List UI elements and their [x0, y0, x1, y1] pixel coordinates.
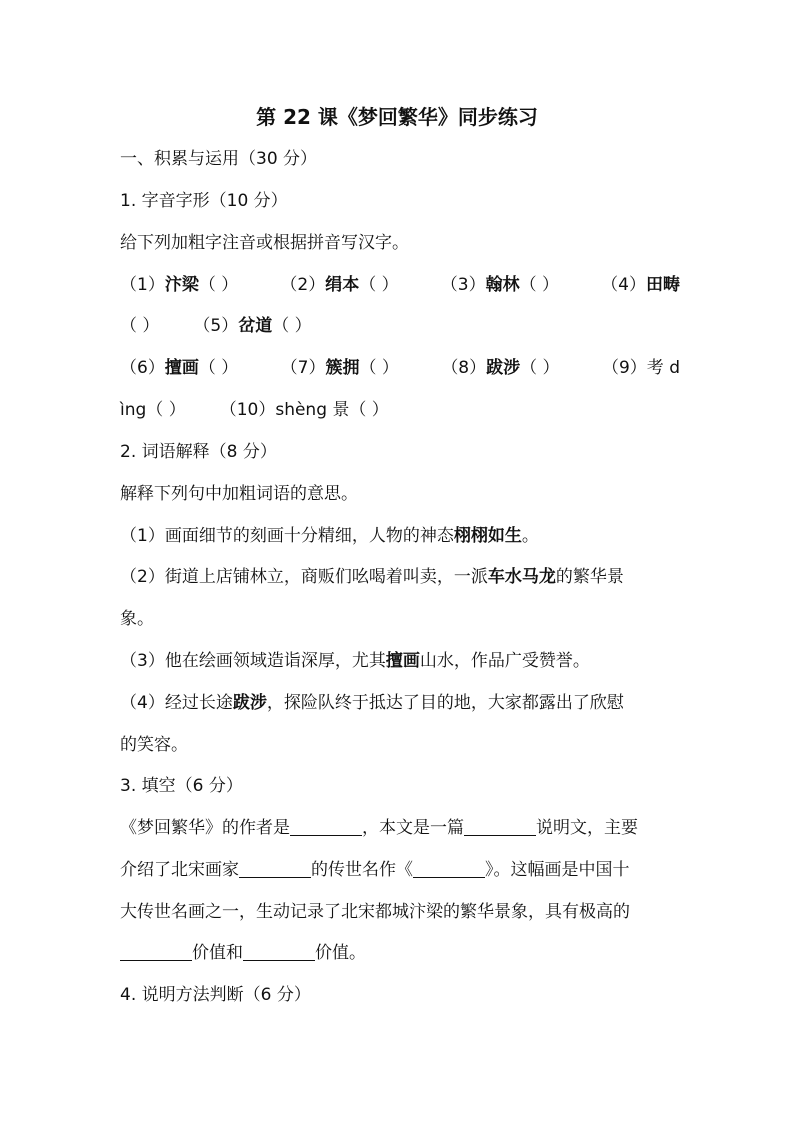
item-7: （7）簇拥（ ） [280, 358, 399, 378]
blank-author[interactable] [290, 817, 362, 836]
item-4-paren: （ ） [120, 316, 160, 336]
sentence-2: （2）街道上店铺林立，商贩们吆喝着叫卖，一派车水马龙的繁华景 [120, 567, 624, 587]
pinyin-row-2 [120, 313, 680, 339]
item-9-paren: ìng（ ） [120, 400, 186, 420]
fill-line-3: 大传世名画之一，生动记录了北宋都城汴梁的繁华景象，具有极高的 [120, 902, 630, 922]
blank-painter[interactable] [239, 859, 311, 878]
pinyin-row-1 [120, 272, 680, 298]
item-2: （2）绢本（ ） [280, 275, 399, 295]
question-1-heading: 1. 字音字形（10 分） [120, 191, 288, 211]
section-heading: 一、积累与运用（30 分） [120, 149, 318, 169]
blank-value-2[interactable] [243, 942, 315, 961]
blank-value-1[interactable] [120, 942, 192, 961]
page-title: 第 22 课《梦回繁华》同步练习 [256, 105, 538, 129]
pinyin-row-3 [120, 355, 680, 381]
blank-painting[interactable] [413, 859, 485, 878]
item-1: （1）汴梁（ ） [120, 275, 239, 295]
sentence-4-cont: 的笑容。 [120, 735, 188, 755]
item-4: （4）田畴 [601, 275, 680, 295]
item-10: （10）shèng 景（ ） [219, 400, 389, 420]
fill-line-2: 介绍了北宋画家 的传世名作《 》。这幅画是中国十 [120, 860, 630, 880]
fill-line-4: 价值和 价值。 [120, 940, 680, 966]
sentence-1: （1）画面细节的刻画十分精细，人物的神态栩栩如生。 [120, 526, 539, 546]
sentence-4: （4）经过长途跋涉，探险队终于抵达了目的地，大家都露出了欣慰 [120, 693, 624, 713]
item-8: （8）跋涉（ ） [441, 358, 560, 378]
question-2-heading: 2. 词语解释（8 分） [120, 442, 277, 462]
sentence-3: （3）他在绘画领域造诣深厚，尤其擅画山水，作品广受赞誉。 [120, 651, 590, 671]
sentence-2-cont: 象。 [120, 609, 154, 629]
fill-line-1: 《梦回繁华》的作者是 ，本文是一篇 说明文，主要 [120, 818, 638, 838]
pinyin-row-4 [120, 397, 680, 423]
item-5: （5）岔道（ ） [193, 316, 312, 336]
question-3-heading: 3. 填空（6 分） [120, 776, 243, 796]
blank-genre[interactable] [464, 817, 536, 836]
question-2-instruction: 解释下列句中加粗词语的意思。 [120, 484, 358, 504]
item-3: （3）翰林（ ） [440, 275, 560, 295]
item-6: （6）擅画（ ） [120, 358, 239, 378]
question-4-heading: 4. 说明方法判断（6 分） [120, 985, 311, 1005]
item-9: （9）考 d [601, 358, 680, 378]
question-1-instruction: 给下列加粗字注音或根据拼音写汉字。 [120, 233, 409, 253]
